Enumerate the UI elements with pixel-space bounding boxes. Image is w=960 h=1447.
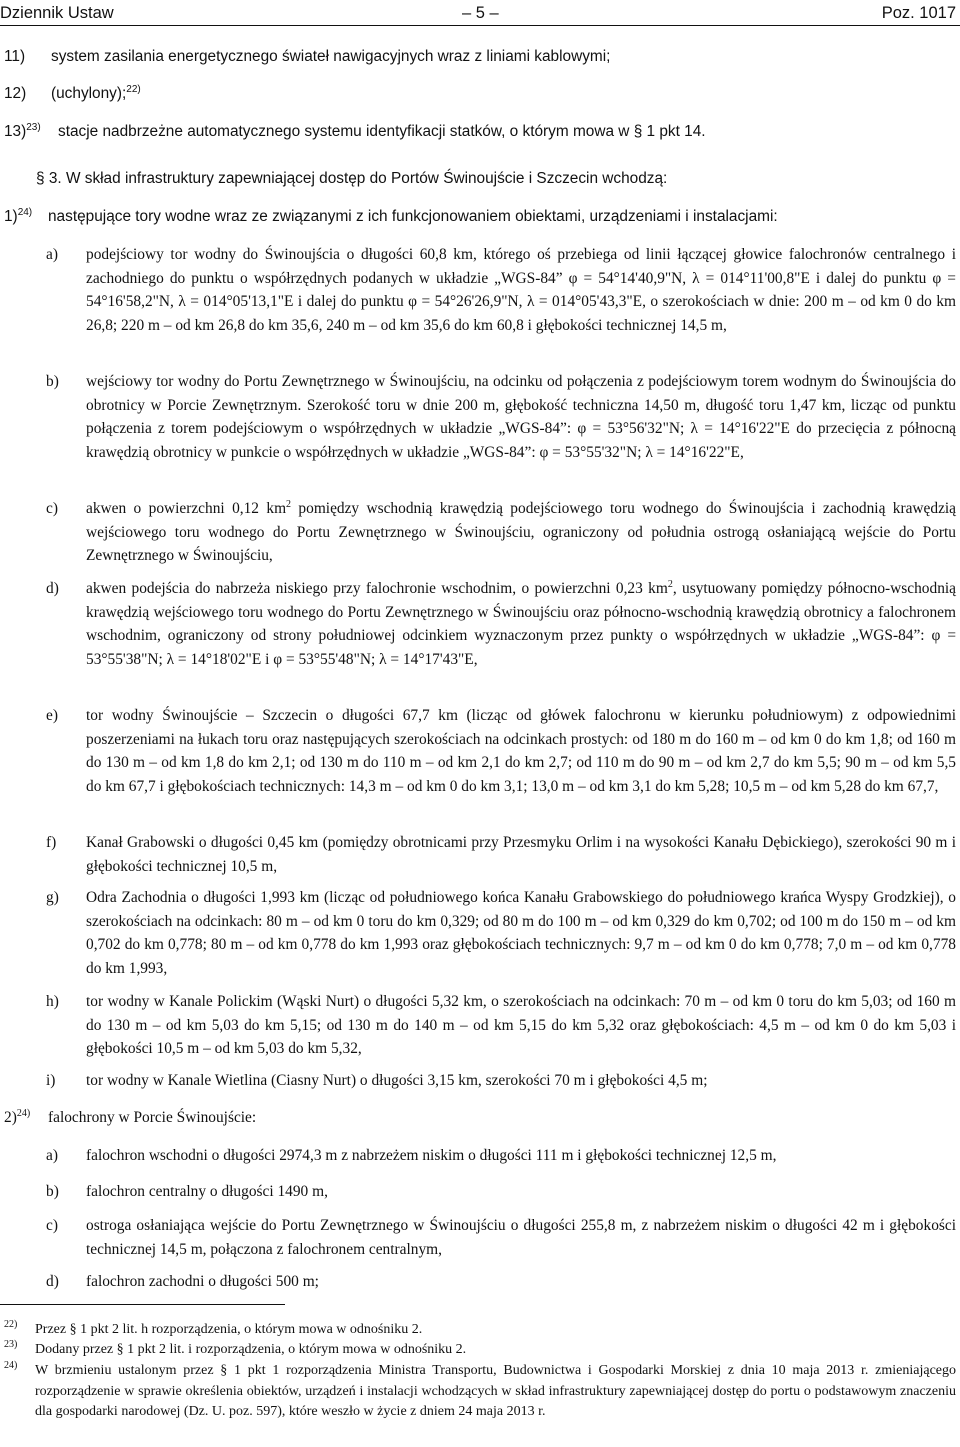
footnote-rule	[0, 1304, 285, 1305]
sub-label: d)	[46, 1273, 59, 1290]
footnote-ref[interactable]: 24)	[17, 207, 33, 218]
sub-item-1b: wejściowy tor wodny do Portu Zewnętrznego w Świnoujściu, na odcinku od połączenia z podejściowym torem wodnym do Świnoujścia do obrotnicy w Porcie Zewnętrznym. Szerokość toru w dnie 200 m, głębokość techniczna 14,50 m, długość toru 1,47 km, licząc od punktu połączenia z torem podejściowym o współrzędnych w układzie „WGS-84”: φ = 53°56'32"N; λ = 14°16'22"E do przecięcia z północną krawędzią obrotnicy w punkcie o współrzędnych w układzie „WGS-84”: φ = 53°55'32"N; λ = 14°16'22"E,	[86, 373, 956, 461]
item-label: 13)$^{23)}$	[4, 122, 41, 140]
footnote-number: 24)	[4, 1360, 18, 1371]
item-text: (uchylony);$^{22)}$	[51, 84, 141, 102]
sub-item-1f: Kanał Grabowski o długości 0,45 km (pomiędzy obrotnicami przy Przesmyku Orlim i na wysokości Kanału Dębickiego), szerokości 90 m i głębokości technicznej 10,5 m,	[86, 834, 956, 875]
item-text: stacje nadbrzeżne automatycznego systemu identyfikacji statków, o którym mowa w § 1 pkt 14.	[58, 123, 706, 140]
sub-item-2b: falochron centralny o długości 1490 m,	[86, 1183, 328, 1200]
group-label: 2)$^{24)}$	[4, 1108, 31, 1126]
sub-item-1g: Odra Zachodnia o długości 1,993 km (licząc od południowego końca Kanału Grabowskiego do południowego krańca Wyspy Grodzkiej), o szerokościach na odcinkach: 80 m – od km 0 toru do km 0,329; od 80 m do 100 m – od km 0,329 do km 0,702; od 100 m do 150 m – od km 0,702 do km 0,778; 80 m – od km 0,778 do km 1,993 oraz głębokościach technicznych: 9,7 m – od km 0 do km 0,778; 7,0 m – od km 0,778 do km 1,993,	[86, 889, 956, 977]
sub-item-1h: tor wodny w Kanale Polickim (Wąski Nurt) o długości 5,32 km, o szerokościach na odcinkach: 70 m – od km 0 toru do km 5,03; od 160 m do 130 m – od km 5,03 do km 5,15; od 130 m do 140 m – od km 5,15 do km 5,32 oraz głębokościach: 4,5 m – od km 0 do km 5,03 i głębokości 10,5 m – od km 5,03 do km 5,32,	[86, 993, 956, 1058]
sub-label: i)	[46, 1072, 56, 1089]
sub-label: g)	[46, 889, 59, 906]
header-rule	[0, 25, 960, 26]
sub-label: a)	[46, 246, 58, 263]
footnote-text: W brzmieniu ustalonym przez § 1 pkt 1 rozporządzenia Ministra Transportu, Budownictwa i Gospodarki Morskiej z dnia 10 maja 2013 r. zmieniającego rozporządzenie w sprawie określenia obiektów, urządzeń i instalacji wchodzących w skład infrastruktury zapewniającej dostęp do portu o podstawowym znaczeniu dla gospodarki narodowej (Dz. U. poz. 597), które weszło w życie z dniem 24 maja 2013 r.	[35, 1363, 956, 1419]
position-number: Poz. 1017	[881, 4, 956, 22]
sub-item-2a: falochron wschodni o długości 2974,3 m z nabrzeżem niskim o długości 111 m i głębokości technicznej 12,5 m,	[86, 1147, 777, 1164]
item-label: 12)	[4, 85, 27, 102]
sub-label: b)	[46, 373, 59, 390]
sub-label: f)	[46, 834, 57, 851]
sub-item-1e: tor wodny Świnoujście – Szczecin o długości 67,7 km (licząc od główek falochronu w kierunku południowym) z odpowiednimi poszerzeniami na łukach toru oraz następujących szerokościach na odcinkach prostych: od 180 m do 160 m – od km 0 do km 1,8; od 160 m do 130 m – od km 1,8 do km 2,1; od 130 m do 110 m – od km 2,1 do km 2,7; od 110 m do 90 m – od km 2,7 do km 5,5; 90 m – od km 5,5 do km 67,7 i głębokościach technicznych: 14,3 m – od km 0 do km 3,1; 13,0 m – od km 3,1 do km 5,28; 10,5 m – od km 5,28 do km 67,7,	[86, 707, 956, 795]
sub-label: c)	[46, 500, 58, 517]
page-header	[0, 0, 960, 24]
item-label: 11)	[4, 48, 26, 65]
sub-label: d)	[46, 580, 59, 597]
sub-label: h)	[46, 993, 59, 1010]
journal-title: Dziennik Ustaw	[0, 4, 114, 22]
sub-item-1c: akwen o powierzchni 0,12 $km^2$ pomiędzy wschodnią krawędzią podejściowego toru wodnego do Świnoujścia i zachodnią krawędzią wejściowego toru wodnego do Portu Zewnętrznego w Świnoujściu, ograniczony od południa ostrogą osłaniającą wejście do Portu Zewnętrznego w Świnoujściu,	[86, 499, 957, 565]
sub-item-1d: akwen podejścia do nabrzeża niskiego przy falochronie wschodnim, o powierzchni 0,23 $km^2$, usytuowany pomiędzy północno-wschodnią krawędzią wejściowego toru wodnego do Portu Zewnętrznego w Świnoujściu oraz północno-wschodnią krawędzią obrotnicy a falochronem wschodnim, ograniczony od strony południowej odcinkiem wyznaczonym przez punkty o współrzędnych w układzie „WGS-84”: φ = 53°55'38"N; λ = 14°18'02"E i φ = 53°55'48"N; λ = 14°17'43"E,	[86, 579, 956, 668]
sub-item-1i: tor wodny w Kanale Wietlina (Ciasny Nurt) o długości 3,15 km, szerokości 70 m i głębokości 4,5 m;	[86, 1072, 708, 1089]
sub-label: b)	[46, 1183, 59, 1200]
group-text: falochrony w Porcie Świnoujście:	[48, 1109, 257, 1126]
footnote-number: 23)	[4, 1339, 18, 1350]
footnote-text: Przez § 1 pkt 2 lit. h rozporządzenia, o którym mowa w odnośniku 2.	[35, 1322, 423, 1337]
footnote-ref[interactable]: 23)	[26, 122, 41, 133]
sub-item-2c: ostroga osłaniająca wejście do Portu Zewnętrznego w Świnoujściu o długości 255,8 m, z nabrzeżem niskim o długości 42 m i głębokości technicznej 14,5 m, połączona z falochronem centralnym,	[86, 1217, 956, 1258]
section-3-intro: § 3. W skład infrastruktury zapewniającej dostęp do Portów Świnoujście i Szczecin wchodzą:	[36, 170, 668, 187]
sub-item-1a: podejściowy tor wodny do Świnoujścia o długości 60,8 km, którego oś przebiega od linii łączącej głowice falochronów centralnego i zachodniego do punktu o współrzędnych podanych w układzie „WGS-84” φ = 54°14'40,9"N, λ = 014°11'00,8"E i dalej do punktu φ = 54°16'58,2"N, λ = 014°05'13,1"E i dalej do punktu φ = 54°26'26,9"N, λ = 014°05'43,3"E, o szerokościach w dnie: 200 m – od km 0 do km 26,8; 220 m – od km 26,8 do km 35,6, 240 m – od km 35,6 do km 60,8 i głębokości technicznej 14,5 m,	[86, 246, 956, 334]
sub-label: a)	[46, 1147, 58, 1164]
footnote-number: 22)	[4, 1319, 18, 1330]
footnote-text: Dodany przez § 1 pkt 2 lit. i rozporządzenia, o którym mowa w odnośniku 2.	[35, 1342, 467, 1357]
sub-label: c)	[46, 1217, 58, 1234]
group-label: 1)$^{24)}$	[4, 207, 33, 225]
footnote-ref[interactable]: 24)	[16, 1108, 31, 1119]
sub-item-2d: falochron zachodni o długości 500 m;	[86, 1273, 319, 1290]
sub-label: e)	[46, 707, 58, 724]
footnote-ref[interactable]: 22)	[126, 84, 141, 95]
group-text: następujące tory wodne wraz ze związanymi z ich funkcjonowaniem obiektami, urządzeniami i instalacjami:	[48, 208, 778, 225]
page-number: – 5 –	[462, 4, 499, 22]
item-text: system zasilania energetycznego świateł nawigacyjnych wraz z liniami kablowymi;	[51, 48, 611, 65]
